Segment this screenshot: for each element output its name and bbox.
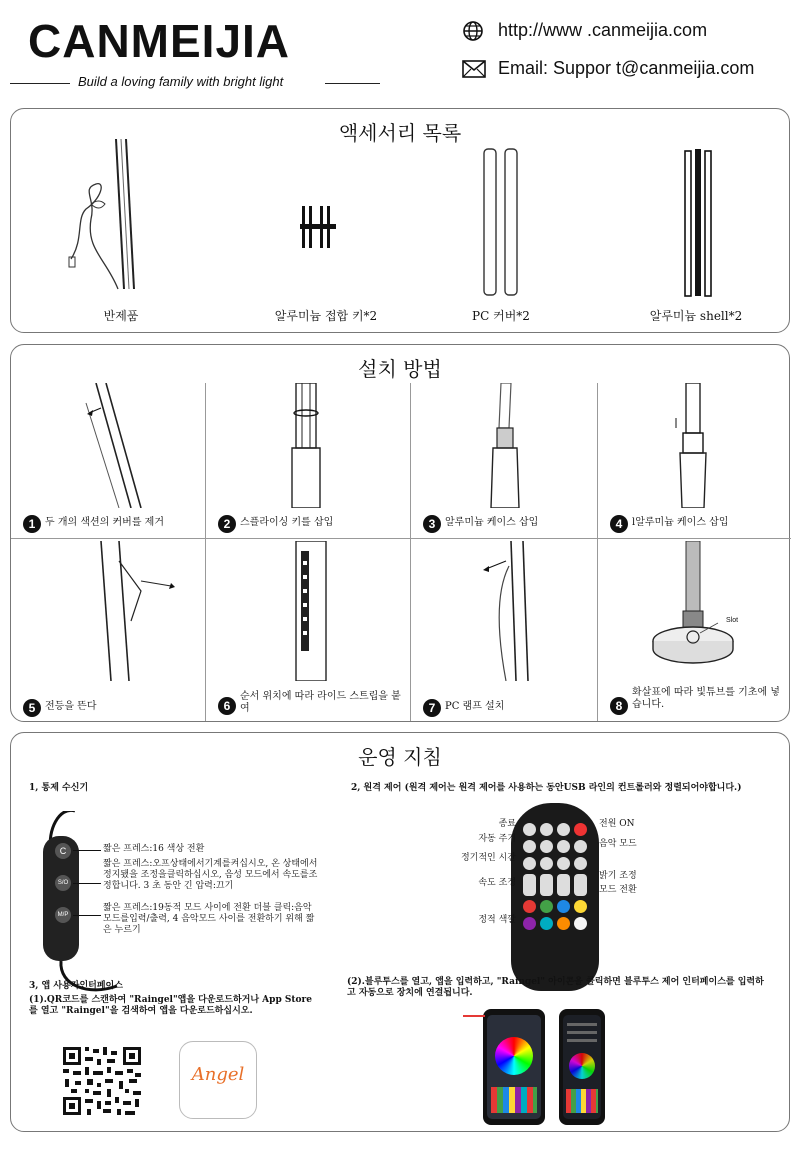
email-link[interactable]: Email: Suppor t@canmeijia.com <box>498 58 755 78</box>
step-label-2: 스플라이싱 키를 삽입 <box>240 517 334 528</box>
accessories-panel <box>10 108 790 333</box>
mail-icon <box>462 60 486 82</box>
mode-row[interactable] <box>567 1031 597 1034</box>
step-cell-2 <box>206 383 411 539</box>
step-number-2: 2 <box>218 515 236 533</box>
remote-label-music-mode: 음악 모드 <box>599 839 637 849</box>
step-cell-4 <box>598 383 791 539</box>
step-cell-8 <box>598 539 791 721</box>
remote-button[interactable] <box>540 823 553 836</box>
remote-label-timer: 정기적인 시간 <box>460 853 516 863</box>
controller-music-button[interactable]: M/P <box>55 907 71 923</box>
remote-color-purple[interactable] <box>523 917 536 930</box>
remote-button[interactable] <box>540 874 553 896</box>
step-label-6: 순서 위치에 따라 라이드 스트립을 붙여 <box>240 691 401 714</box>
remote-button[interactable] <box>523 874 536 896</box>
remote-label-mode-switch: 모드 전환 <box>599 885 637 895</box>
operation-panel <box>10 732 790 1132</box>
remote-color-yellow[interactable] <box>574 900 587 913</box>
remote-color-green[interactable] <box>540 900 553 913</box>
remote-label-off: 종료 <box>498 819 516 829</box>
step-8-illustration <box>638 541 768 666</box>
phone-screen-color-wheel <box>483 1009 545 1125</box>
step-5-illustration <box>71 541 181 681</box>
installation-panel <box>10 344 790 722</box>
step-1-illustration <box>61 383 151 508</box>
step-2-illustration <box>286 383 326 508</box>
color-swatches-small[interactable] <box>566 1089 598 1113</box>
step-label-1: 두 개의 색션의 커버를 제거 <box>45 517 164 528</box>
semi-finished-product-illustration <box>66 139 156 298</box>
brand-logo: CANMEIJIA <box>28 15 291 67</box>
step-number-3: 3 <box>423 515 441 533</box>
app-icon-text: Angel <box>191 1064 245 1085</box>
app-download-instructions: (1).QR코드를 스캔하여 "Raingel"앱을 다운로드하거나 App Store를 열고 "Raingel"을 검색하여 앱을 다운로드하십시오. <box>29 995 312 1016</box>
step-7-illustration <box>461 541 551 681</box>
remote-button[interactable] <box>557 840 570 853</box>
remote-label-speed: 속도 조정 <box>478 878 516 888</box>
raingel-app-icon[interactable] <box>179 1041 257 1119</box>
mode-row[interactable] <box>567 1023 597 1026</box>
accessory-label-1: 반제품 <box>103 309 139 323</box>
phone-display <box>487 1015 541 1119</box>
accessory-label-2: 알루미늄 접합 키*2 <box>274 309 378 323</box>
slot-label: Slot <box>726 617 739 624</box>
phone-display-2 <box>563 1015 601 1119</box>
remote-button[interactable] <box>574 874 587 896</box>
step-cell-7 <box>411 539 598 721</box>
remote-label-brightness: 밝기 조정 <box>599 871 637 881</box>
accessory-label-4: 알루미늄 shell*2 <box>649 309 743 323</box>
website-link[interactable]: http://www .canmeijia.com <box>498 20 708 40</box>
step-3-illustration <box>481 383 531 508</box>
accessories-title: 액세서리 목록 <box>338 121 462 145</box>
remote-button[interactable] <box>557 823 570 836</box>
remote-button[interactable] <box>540 857 553 870</box>
qr-code[interactable] <box>61 1045 143 1121</box>
installation-title: 설치 방법 <box>358 357 442 381</box>
remote-color-orange[interactable] <box>557 917 570 930</box>
callout-line-mode <box>73 883 101 884</box>
step-label-8: 화살표에 따라 빛튜브를 기초에 넣습니다. <box>632 687 780 710</box>
step-number-1: 1 <box>23 515 41 533</box>
phone-screen-mode-list <box>559 1009 605 1125</box>
step-4-illustration <box>668 383 718 508</box>
aluminum-shell-illustration <box>679 149 719 303</box>
pc-cover-illustration <box>479 147 529 301</box>
tagline-rule-right <box>325 83 380 84</box>
remote-label-power-on: 전원 ON <box>599 819 635 829</box>
color-swatches[interactable] <box>491 1087 537 1113</box>
bluetooth-instructions: (2).블루투스를 열고, 앱을 입력하고, "Raingel" 아이콘을 클릭하면 블루투스 제어 인터페이스를 입력하고 자동으로 장치에 연결됩니다. <box>347 977 764 998</box>
remote-heading: 2, 원격 제어 (원격 제어는 원격 제어를 사용하는 동안USB 라인의 컨트롤러와 정렬되어야합니다.) <box>351 783 742 793</box>
joint-key-illustration <box>298 204 338 254</box>
remote-color-white[interactable] <box>574 917 587 930</box>
remote-control <box>511 803 599 991</box>
color-wheel-small[interactable] <box>569 1053 595 1079</box>
tagline-rule-left <box>10 83 70 84</box>
step-label-7: PC 램프 설치 <box>445 701 505 712</box>
accessory-label-3: PC 커버*2 <box>472 309 530 323</box>
step-number-8: 8 <box>610 697 628 715</box>
remote-button[interactable] <box>523 857 536 870</box>
remote-button[interactable] <box>540 840 553 853</box>
step-label-5: 전등을 뜬다 <box>45 701 97 712</box>
remote-button[interactable] <box>574 840 587 853</box>
remote-color-red[interactable] <box>523 900 536 913</box>
operation-title: 운영 지침 <box>358 745 442 769</box>
color-wheel[interactable] <box>495 1037 533 1075</box>
red-arrow-indicator <box>463 1015 485 1017</box>
remote-color-blue[interactable] <box>557 900 570 913</box>
remote-button[interactable] <box>574 857 587 870</box>
controller-music-description: 짧은 프레스:19동적 모드 사이에 전환 더블 클릭:음악모드를입력/출력, 4 음악모드 사이를 전환하기 위해 짧은 누르기 <box>103 903 315 935</box>
globe-icon <box>462 20 484 46</box>
step-label-4: l알루미늄 케이스 삽입 <box>632 517 729 528</box>
remote-button[interactable] <box>523 823 536 836</box>
remote-button-grid <box>523 823 587 930</box>
step-cell-5 <box>11 539 206 721</box>
controller-c-button[interactable]: C <box>55 843 71 859</box>
remote-button[interactable] <box>523 840 536 853</box>
remote-label-auto-cycle: 자동 주기 <box>478 834 516 844</box>
remote-power-button[interactable] <box>574 823 587 836</box>
step-cell-1 <box>11 383 206 539</box>
step-label-3: 알루미늄 케이스 삽입 <box>445 517 539 528</box>
mode-row[interactable] <box>567 1039 597 1042</box>
step-6-illustration <box>291 541 331 681</box>
remote-button[interactable] <box>557 857 570 870</box>
remote-label-static-color: 정적 색깔 <box>478 915 516 925</box>
remote-button[interactable] <box>557 874 570 896</box>
step-number-4: 4 <box>610 515 628 533</box>
step-number-7: 7 <box>423 699 441 717</box>
controller-heading: 1, 통제 수신기 <box>29 783 89 793</box>
callout-line-c <box>73 850 101 851</box>
app-heading: 3, 앱 사용자인터페이스 <box>29 981 123 991</box>
controller-c-description: 짧은 프레스:16 색상 전환 <box>103 844 205 854</box>
installation-grid <box>11 383 791 721</box>
tagline: Build a loving family with bright light <box>78 74 284 89</box>
controller-mode-button[interactable]: S/O <box>55 875 71 891</box>
step-number-5: 5 <box>23 699 41 717</box>
remote-color-cyan[interactable] <box>540 917 553 930</box>
callout-line-music <box>73 915 101 916</box>
step-number-6: 6 <box>218 697 236 715</box>
controller-mode-description: 짧은 프레스:오프상태에서기계를켜십시오, 온 상태에서 정지됐을 조정을클릭하십시오, 음성 모드에서 속도를조정합니다. 3 초 동안 긴 압력:끄기 <box>103 859 318 891</box>
step-cell-6 <box>206 539 411 721</box>
step-cell-3 <box>411 383 598 539</box>
